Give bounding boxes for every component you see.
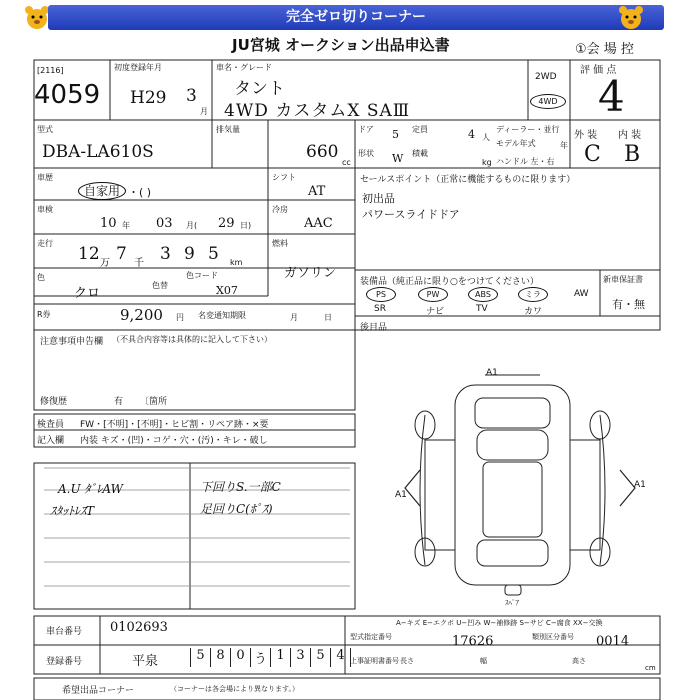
car-name: タント (234, 79, 285, 99)
equip-mirror: ミラ (518, 287, 548, 302)
insp-month-unit: 月( (186, 221, 198, 230)
lot-number: 4059 (34, 80, 101, 110)
exterior-label: 外 装 (574, 130, 598, 141)
drive-2wd: 2WD (535, 72, 557, 82)
equip-ps: PS (366, 287, 396, 302)
era-year: H29 (130, 88, 167, 108)
handwritten-left-2: ｽﾀｯﾄﾚｽT (50, 504, 95, 518)
equip-sr: SR (374, 304, 386, 314)
checker-label: 検査員 (37, 420, 65, 430)
car-damage-diagram (385, 370, 660, 610)
category-label: 類別区分番号 (532, 633, 574, 641)
reg-digit: 5 (310, 648, 330, 667)
reg-digit: 8 (210, 648, 230, 667)
equip-navi: ナビ (426, 307, 445, 317)
sen-unit: 千 (134, 258, 144, 269)
fuel-label: 燃料 (272, 239, 288, 248)
recycle-label: R券 (37, 310, 51, 319)
sales-point-2: パワースライドドア (362, 208, 460, 221)
shape: W (392, 152, 404, 165)
reg-digit: 3 (290, 648, 310, 667)
footer-label: 希望出品コーナー (62, 686, 135, 696)
mileage-d1: 3 (160, 244, 171, 264)
equip-aw: AW (574, 289, 589, 299)
color: クロ (74, 286, 101, 301)
reg-label: 登録番号 (46, 657, 83, 667)
reg-digit: 0 (230, 648, 250, 667)
history-label: 車歴 (37, 173, 53, 182)
history-value: 自家用 (78, 182, 126, 200)
handwritten-right-2: 足回りC(ﾎﾟｽ) (200, 502, 273, 516)
shift: AT (308, 184, 326, 199)
color-change-label: 色替 (152, 281, 168, 290)
aircon-label: 冷房 (272, 205, 288, 214)
mileage-d3: 5 (208, 244, 219, 264)
repair-place: 〔箇所 (140, 397, 168, 407)
reg-digit: 1 (270, 648, 290, 667)
equip-leather: カワ (524, 307, 543, 317)
chassis-label: 車台番号 (46, 627, 83, 637)
reg-digit: 5 (190, 648, 210, 667)
reg-digit: 4 (330, 648, 351, 667)
capacity-label: 定員 (412, 125, 428, 134)
insp-day: 29 (218, 216, 235, 231)
fuel: ガソリン (284, 266, 337, 281)
color-label: 色 (37, 273, 45, 282)
notes-hint: （不具合内容等は具体的に記入して下さい） (112, 335, 272, 344)
dealer-label: ディーラー・並行 (496, 125, 560, 134)
repair-value: 有 (114, 397, 124, 407)
equip-abs: ABS (468, 287, 498, 302)
ref-code: [2116] (37, 66, 64, 75)
chassis-number: 0102693 (110, 620, 168, 635)
score-label: 評 価 点 (580, 65, 617, 76)
equip-pw: PW (418, 287, 448, 302)
handwritten-left-1: A.U ﾀﾞﾚAW (58, 482, 123, 496)
year-unit: 年 (560, 141, 568, 150)
diagram-mark-left: A1 (395, 490, 407, 500)
month-unit: 月 (200, 107, 208, 116)
repair-label: 修復歴 (40, 397, 68, 407)
auction-title: JU宮城 オークション出品申込書 (232, 36, 450, 54)
category: 0014 (596, 634, 630, 649)
mileage-label: 走行 (37, 239, 53, 248)
footer-note: （コーナーは各会場により異なります。） (170, 685, 299, 693)
km-unit: km (230, 258, 243, 267)
cm-unit: cm (645, 664, 656, 672)
model-code: DBA-LA610S (42, 142, 154, 162)
doors-label: ドア (358, 125, 374, 134)
inspection-label: 車検 (37, 205, 53, 214)
equipment-label: 装備品（純正品に限り○をつけてください） (360, 277, 539, 287)
shift-label: シフト (272, 173, 296, 182)
type-designation-label: 型式指定番号 (350, 633, 392, 641)
aircon: AAC (304, 216, 333, 231)
exterior-grade: C (584, 142, 601, 167)
insp-day-unit: 日) (240, 221, 252, 230)
width-label: 幅 (480, 657, 487, 665)
insp-year-unit: 年 (122, 221, 130, 230)
sales-label: セールスポイント（正常に機能するものに限ります） (360, 175, 576, 185)
reg-digits (190, 648, 351, 667)
tax-day: 日 (324, 313, 332, 322)
model-label: 型式 (37, 125, 53, 134)
damage-legend: A−キズ E−エクボ U−凹み W−補修跡 S−サビ C−腐食 XX−交換 (396, 619, 603, 627)
diagram-mark-right: A1 (634, 480, 646, 490)
tax-month: 月 (290, 313, 298, 322)
vehicle-reg-label: 上事証明書番号 (350, 657, 399, 665)
capacity-unit: 人 (482, 133, 490, 142)
diagram-mark-bottom: ｽﾍﾟｱ (505, 599, 519, 607)
entry-text: 内装 キズ・(凹)・コゲ・穴・(汚)・キレ・破し (80, 436, 268, 446)
displacement-label: 排気量 (216, 125, 240, 134)
first-reg-label: 初度登録年月 (114, 63, 162, 72)
insp-month: 03 (156, 216, 173, 231)
mileage-man: 12 (78, 244, 100, 264)
venue-label: ①会 場 控 (575, 42, 634, 57)
car-name-label: 車名・グレード (216, 63, 272, 72)
banner-title: 完全ゼロ切りコーナー (48, 5, 664, 30)
diagram-mark-top: A1 (486, 368, 498, 378)
reg-digit: う (250, 648, 270, 667)
color-code-label: 色コード (186, 271, 218, 280)
new-car-warranty-label: 新車保証書 (603, 275, 643, 284)
history-rest: ・( ) (128, 186, 152, 199)
handle-label: ハンドル 左・右 (496, 157, 555, 166)
kg-unit: kg (482, 158, 492, 167)
rear-seat-label: 後目品 (360, 323, 388, 333)
recycle-amount: 9,200 (120, 306, 163, 324)
equip-tv: TV (476, 304, 488, 314)
height-label: 高さ (572, 657, 586, 665)
notes-label: 注意事項申告欄 (40, 337, 104, 347)
type-designation: 17626 (452, 634, 494, 649)
reg-month: 3 (186, 86, 197, 106)
insp-year: 10 (100, 216, 117, 231)
handwritten-right-1: 下回りS.一部C (200, 480, 281, 494)
interior-label: 内 装 (618, 130, 642, 141)
doors: 5 (392, 128, 399, 141)
warranty-value: 有・無 (612, 298, 645, 311)
tax-label: 名変通知期限 (198, 311, 246, 320)
score-value: 4 (598, 72, 625, 121)
length-label: 長さ (400, 657, 414, 665)
shape-label: 形状 (358, 149, 374, 158)
mileage-sen: 7 (116, 244, 127, 264)
interior-grade: B (624, 142, 641, 167)
entry-label: 記入欄 (37, 436, 65, 446)
color-code: X07 (216, 284, 238, 297)
displacement: 660 (306, 142, 339, 162)
drive-4wd-circled: 4WD (530, 94, 566, 109)
man-unit: 万 (100, 258, 110, 269)
car-grade: 4WD カスタムX SAⅢ (224, 101, 411, 121)
sales-point-1: 初出品 (362, 192, 395, 205)
mileage-d2: 9 (184, 244, 195, 264)
yen-unit: 円 (176, 313, 184, 322)
reg-area: 平泉 (132, 654, 159, 669)
model-year-label: モデル年式 (496, 139, 536, 148)
checker-text: FW・[不明]・[不明]・ヒビ割・リペア跡・×要 (80, 420, 269, 430)
capacity: 4 (468, 128, 475, 141)
cc-unit: cc (342, 158, 351, 167)
payload-label: 積載 (412, 149, 428, 158)
